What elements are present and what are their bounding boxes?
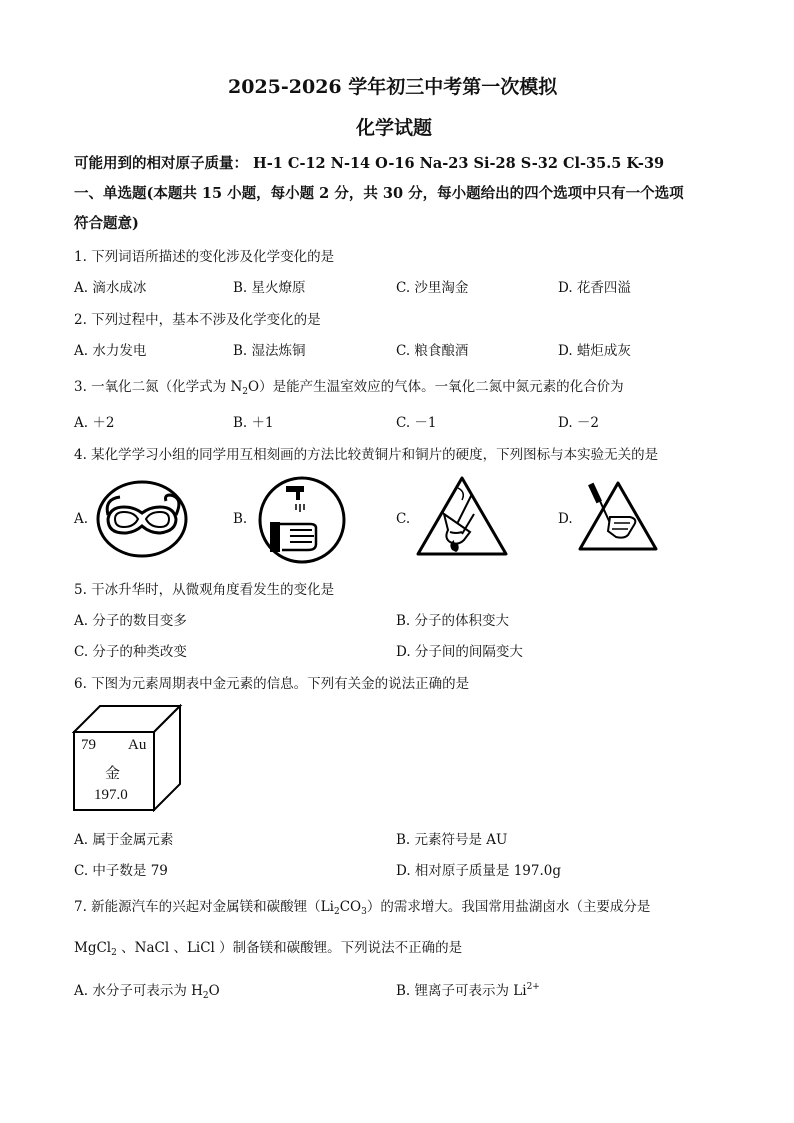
q6-option-d: D. 相对原子质量是 197.0g bbox=[396, 863, 562, 879]
q7-option-b bbox=[396, 979, 540, 999]
q4-option-c: C. bbox=[396, 511, 411, 527]
element-symbol: Au bbox=[128, 737, 147, 753]
question-4-stem: 4. 某化学学习小组的同学用互相刻画的方法比较黄铜片和铜片的硬度，下列图标与本实验无关的是 bbox=[74, 447, 659, 463]
question-1-stem: 1. 下列词语所描述的变化涉及化学变化的是 bbox=[74, 249, 335, 265]
q7-stem-pre: 7. 新能源汽车的兴起对金属镁和碳酸锂（Li bbox=[74, 899, 334, 915]
q7-line2-sub: 2 bbox=[111, 948, 117, 958]
question-7-line2 bbox=[74, 936, 462, 958]
q6-option-c: C. 中子数是 79 bbox=[74, 863, 168, 879]
element-cube bbox=[72, 704, 184, 812]
q3-option-c: C. －1 bbox=[396, 415, 437, 431]
question-7-stem bbox=[74, 895, 650, 917]
hot-surface-icon bbox=[414, 474, 510, 560]
question-2-stem: 2. 下列过程中，基本不涉及化学变化的是 bbox=[74, 312, 321, 328]
section-heading-cont: 符合题意) bbox=[74, 215, 139, 232]
q7-opt-a-sub: 2 bbox=[202, 991, 209, 1001]
q3-option-d: D. －2 bbox=[558, 415, 600, 431]
element-mass: 197.0 bbox=[94, 787, 128, 803]
q3-option-b: B. ＋1 bbox=[233, 415, 274, 431]
q7-opt-b-sup: 2+ bbox=[526, 982, 540, 992]
q7-line2-b: 、NaCl 、LiCl ）制备镁和碳酸锂。下列说法不正确的是 bbox=[116, 940, 463, 956]
q7-opt-b-pre: B. 锂离子可表示为 Li bbox=[396, 983, 527, 999]
q1-option-a: A. 滴水成冰 bbox=[74, 280, 147, 296]
question-5-stem: 5. 干冰升华时，从微观角度看发生的变化是 bbox=[74, 582, 335, 598]
q2-option-c: C. 粮食酿酒 bbox=[396, 343, 469, 359]
q5-option-a: A. 分子的数目变多 bbox=[74, 613, 187, 629]
q3-stem-sub: 2 bbox=[242, 387, 249, 397]
question-3-stem bbox=[74, 375, 624, 397]
q1-option-c: C. 沙里淘金 bbox=[396, 280, 469, 296]
hand-wash-icon bbox=[256, 474, 348, 566]
q7-opt-a-post: O bbox=[208, 983, 220, 999]
q1-option-d: D. 花香四溢 bbox=[558, 280, 631, 296]
atomic-masses: 可能用到的相对原子质量： H-1 C-12 N-14 O-16 Na-23 Si-28 S-32 Cl-35.5 K-39 bbox=[74, 155, 665, 172]
q5-option-b: B. 分子的体积变大 bbox=[396, 613, 510, 629]
element-name: 金 bbox=[105, 766, 121, 782]
q7-option-a bbox=[74, 979, 220, 1001]
q3-stem-pre: 3. 一氧化二氮（化学式为 N bbox=[74, 379, 243, 395]
section-heading: 一、单选题(本题共 15 小题，每小题 2 分，共 30 分，每小题给出的四个选项中只有一个选项 bbox=[74, 185, 684, 202]
question-6-stem: 6. 下图为元素周期表中金元素的信息。下列有关金的说法正确的是 bbox=[74, 676, 470, 692]
q5-option-c: C. 分子的种类改变 bbox=[74, 644, 187, 660]
q7-opt-a-pre: A. 水分子可表示为 H bbox=[74, 983, 203, 999]
sharp-object-icon bbox=[576, 479, 660, 555]
q7-stem-mid: CO bbox=[339, 899, 362, 915]
q6-option-a: A. 属于金属元素 bbox=[74, 832, 174, 848]
q4-option-a: A. bbox=[74, 511, 89, 527]
page-subtitle: 化学试题 bbox=[356, 117, 433, 139]
q4-option-d: D. bbox=[558, 511, 573, 527]
q7-sub1: 2 bbox=[333, 907, 340, 917]
q7-stem-post: ）的需求增大。我国常用盐湖卤水（主要成分是 bbox=[366, 899, 651, 915]
q6-option-b: B. 元素符号是 AU bbox=[396, 832, 508, 848]
q2-option-d: D. 蜡炬成灰 bbox=[558, 343, 631, 359]
q4-option-b: B. bbox=[233, 511, 248, 527]
q7-sub2: 3 bbox=[361, 907, 367, 917]
element-atomic-number: 79 bbox=[81, 737, 96, 753]
q3-option-a: A. ＋2 bbox=[74, 415, 115, 431]
q3-stem-post: O）是能产生温室效应的气体。一氧化二氮中氮元素的化合价为 bbox=[248, 379, 624, 395]
q2-option-a: A. 水力发电 bbox=[74, 343, 147, 359]
q7-line2-a: MgCl bbox=[74, 940, 112, 956]
q2-option-b: B. 湿法炼铜 bbox=[233, 343, 306, 359]
q1-option-b: B. 星火燎原 bbox=[233, 280, 306, 296]
q5-option-d: D. 分子间的间隔变大 bbox=[396, 644, 523, 660]
goggles-icon bbox=[94, 479, 190, 559]
page-title: 2025-2026 学年初三中考第一次模拟 bbox=[228, 76, 558, 98]
